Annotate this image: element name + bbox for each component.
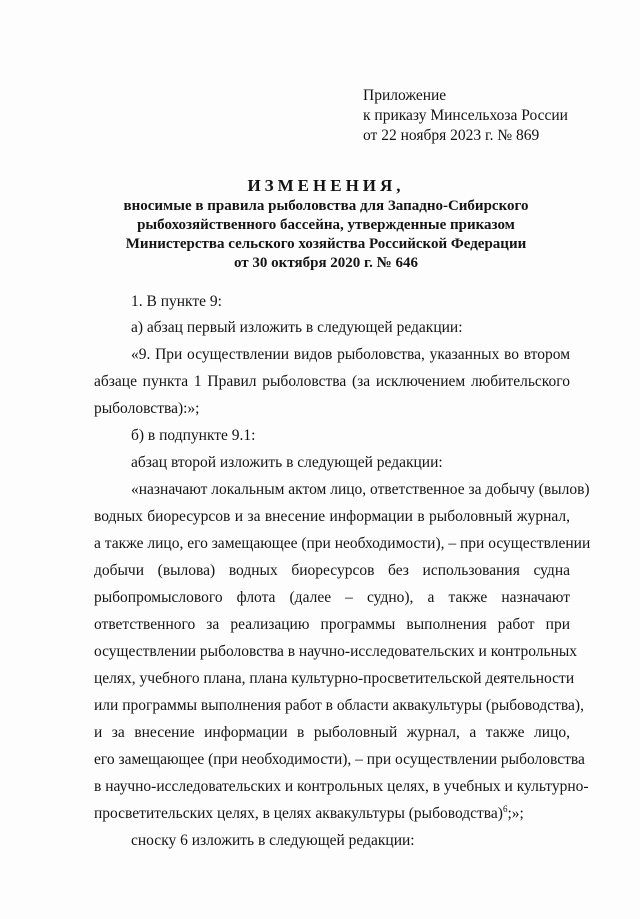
title-subline-3: Министерства сельского хозяйства Российской Федерации bbox=[125, 236, 527, 252]
footnote-reference: 6 bbox=[502, 803, 508, 814]
document-title-block bbox=[80, 175, 572, 273]
title-subline-2: рыбохозяйственного бассейна, утвержденные приказом bbox=[137, 217, 515, 233]
appendix-title: Приложение bbox=[363, 87, 447, 104]
body-line: водных биоресурсов и за внесение информации в рыболовный журнал, bbox=[94, 508, 570, 525]
body-line: 1. В пункте 9: bbox=[131, 293, 222, 310]
body-line: добычи (вылова) водных биоресурсов без использования судна bbox=[94, 562, 570, 579]
body-line: или программы выполнения работ в области аквакультуры (рыбоводства), bbox=[94, 697, 584, 714]
title-subline-1: вносимые в правила рыболовства для Западно-Сибирского bbox=[123, 198, 529, 214]
body-line: целях, учебного плана, плана культурно-просветительской деятельности bbox=[94, 670, 575, 687]
appendix-header bbox=[363, 86, 568, 146]
document-title: ИЗМЕНЕНИЯ, bbox=[247, 176, 405, 195]
body-line: рыболовства):»; bbox=[94, 400, 200, 417]
body-line: ответственного за реализацию программы выполнения работ при bbox=[94, 616, 570, 633]
body-line-end: ;»; bbox=[507, 805, 524, 822]
body-line: «9. При осуществлении видов рыболовства, указанных во втором bbox=[131, 346, 570, 363]
body-line: абзац второй изложить в следующей редакции: bbox=[131, 454, 443, 471]
body-line: абзаце пункта 1 Правил рыболовства (за исключением любительского bbox=[94, 373, 570, 390]
appendix-order-ref: к приказу Минсельхоза России bbox=[363, 107, 568, 124]
body-line: сноску 6 изложить в следующей редакции: bbox=[131, 832, 415, 849]
body-line: осуществлении рыболовства в научно-исследовательских и контрольных bbox=[94, 643, 578, 660]
body-line: его замещающее (при необходимости), – при осуществлении рыболовства bbox=[94, 751, 585, 768]
body-line: и за внесение информации в рыболовный журнал, а также лицо, bbox=[94, 724, 570, 741]
body-line: а) абзац первый изложить в следующей редакции: bbox=[131, 319, 463, 336]
body-line: рыбопромыслового флота (далее – судно), а также назначают bbox=[94, 589, 570, 606]
body-line: «назначают локальным актом лицо, ответственное за добычу (вылов) bbox=[131, 481, 590, 498]
title-subline-4: от 30 октября 2020 г. № 646 bbox=[234, 255, 418, 271]
body-line-with-footnote bbox=[94, 800, 524, 827]
body-line-text: просветительских целях, в целях аквакультуры (рыбоводства) bbox=[94, 805, 503, 822]
body-line: в научно-исследовательских и контрольных целях, в учебных и культурно- bbox=[94, 778, 589, 795]
body-line: а также лицо, его замещающее (при необходимости), – при осуществлении bbox=[94, 535, 591, 552]
body-line: б) в подпункте 9.1: bbox=[131, 427, 256, 444]
appendix-order-date: от 22 ноября 2023 г. № 869 bbox=[363, 127, 540, 144]
